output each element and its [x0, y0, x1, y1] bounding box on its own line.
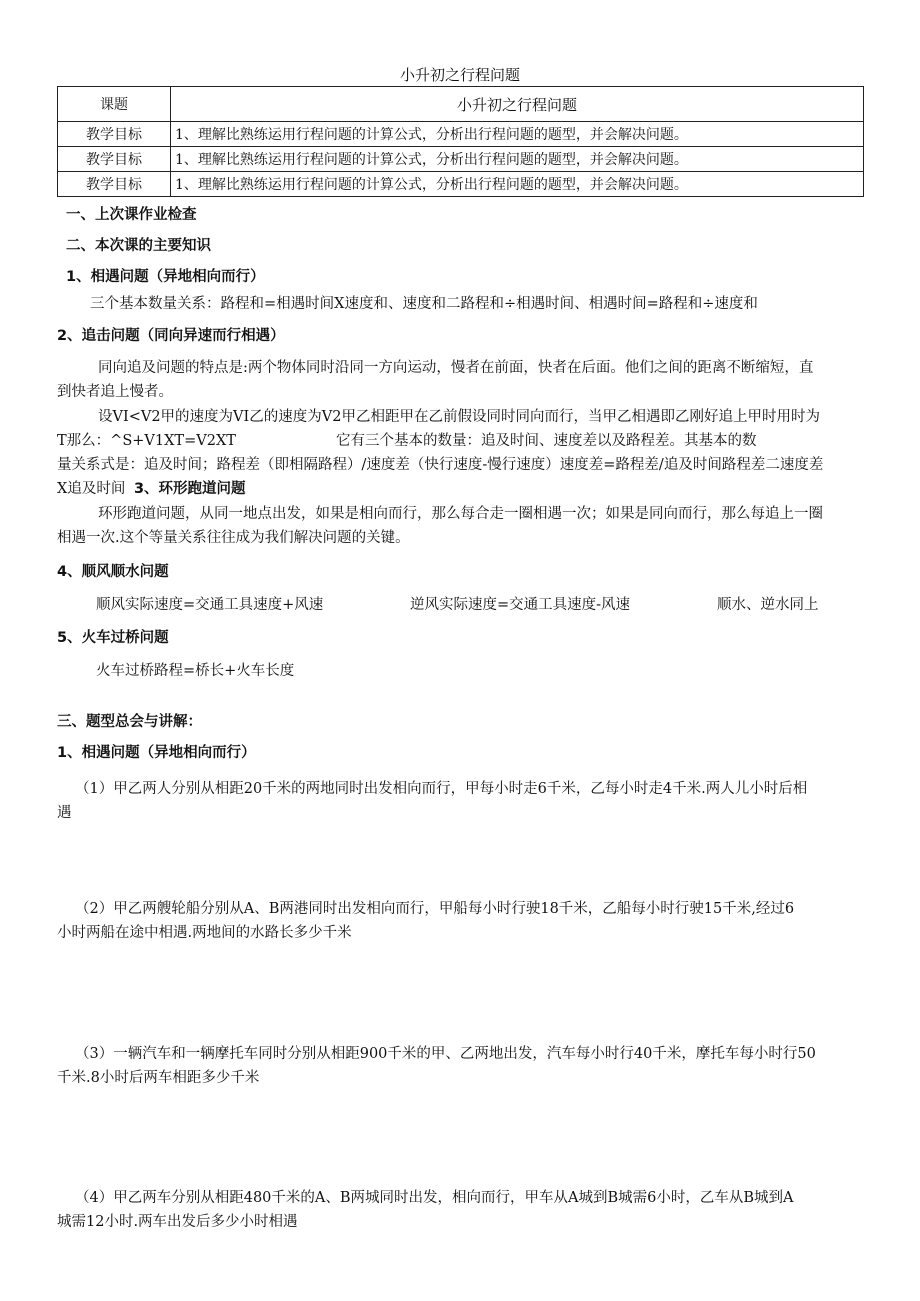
section-heading: 三、题型总会与讲解： — [57, 714, 202, 730]
table-cell-value: 1、理解比熟练运用行程问题的计算公式，分析出行程问题的题型，并会解决问题。 — [171, 172, 864, 197]
subsection-heading: 1、相遇问题（异地相向而行） — [57, 745, 256, 761]
table-cell-label: 课题 — [58, 87, 171, 122]
question-line: 千米.8小时后两车相距多少千米 — [57, 1070, 260, 1086]
table-cell-value: 小升初之行程问题 — [171, 87, 864, 122]
formula-text: 顺风实际速度=交通工具速度+风速 — [96, 597, 324, 613]
paragraph-line: 它有三个基本的数量：追及时间、速度差以及路程差。其基本的数 — [336, 433, 757, 449]
table-cell-label: 教学目标 — [58, 172, 171, 197]
formula-text: 顺水、逆水同上 — [717, 597, 819, 613]
paragraph-line: 到快者追上慢者。 — [57, 384, 173, 400]
formula-text: 火车过桥路程=桥长+火车长度 — [96, 663, 295, 679]
paragraph: 三个基本数量关系：路程和=相遇时间X速度和、速度和二路程和÷相遇时间、相遇时间=路程和÷速度和 — [90, 296, 758, 312]
table-row — [58, 172, 864, 197]
subsection-heading: 5、火车过桥问题 — [57, 630, 169, 646]
question-line: （4）甲乙两车分别从相距480千米的A、B两城同时出发，相向而行，甲车从A城到B城需6小时，乙车从B城到A — [75, 1190, 794, 1206]
paragraph-line: 量关系式是：追及时间；路程差（即相隔路程）/速度差（快行速度-慢行速度）速度差=路程差/追及时间路程差二速度差 — [57, 457, 824, 473]
table-cell-label: 教学目标 — [58, 122, 171, 147]
table-row — [58, 147, 864, 172]
paragraph-line: 设VI<V2甲的速度为VI乙的速度为V2甲乙相距甲在乙前假设同时同向而行，当甲乙相遇即乙刚好追上甲时用时为 — [98, 409, 820, 425]
subsection-heading: 3、环形跑道问题 — [133, 481, 246, 497]
table-cell-label: 教学目标 — [58, 147, 171, 172]
table-cell-value: 1、理解比熟练运用行程问题的计算公式，分析出行程问题的题型，并会解决问题。 — [171, 147, 864, 172]
table-row — [58, 87, 864, 122]
subsection-heading: 2、追击问题（同向异速而行相遇） — [57, 328, 285, 344]
subsection-heading: 4、顺风顺水问题 — [57, 564, 169, 580]
section-heading: 二、本次课的主要知识 — [66, 238, 211, 254]
question-line: 小时两船在途中相遇.两地间的水路长多少千米 — [57, 925, 352, 941]
subsection-heading: 1、相遇问题（异地相向而行） — [66, 269, 265, 285]
paragraph-line — [57, 477, 246, 501]
section-heading: 一、上次课作业检查 — [66, 207, 197, 223]
table-cell-value: 1、理解比熟练运用行程问题的计算公式，分析出行程问题的题型，并会解决问题。 — [171, 122, 864, 147]
question-line: （3）一辆汽车和一辆摩托车同时分别从相距900千米的甲、乙两地出发，汽车每小时行40千米，摩托车每小时行50 — [75, 1046, 816, 1062]
paragraph-line: T那么：^S+V1XT=V2XT — [57, 433, 236, 449]
question-line: （1）甲乙两人分别从相距20千米的两地同时出发相向而行，甲每小时走6千米，乙每小时走4千米.两人儿小时后相 — [75, 781, 808, 797]
table-row — [58, 122, 864, 147]
paragraph-line: 相遇一次.这个等量关系往往成为我们解决问题的关键。 — [57, 530, 410, 546]
info-table — [57, 86, 864, 197]
paragraph-line: 环形跑道问题，从同一地点出发，如果是相向而行，那么每合走一圈相遇一次；如果是同向而行，那么每追上一圈 — [98, 506, 823, 522]
paragraph-line: 同向追及问题的特点是:两个物体同时沿同一方向运动，慢者在前面，快者在后面。他们之间的距离不断缩短，直 — [98, 360, 814, 376]
question-line: （2）甲乙两艘轮船分别从A、B两港同时出发相向而行，甲船每小时行驶18千米，乙船每小时行驶15千米,经过6 — [75, 901, 795, 917]
document-title: 小升初之行程问题 — [399, 66, 520, 84]
question-line: 城需12小时.两车出发后多少小时相遇 — [57, 1214, 298, 1230]
paragraph-text: X追及时间 — [57, 481, 126, 497]
formula-text: 逆风实际速度=交通工具速度-风速 — [410, 597, 631, 613]
question-line: 遇 — [57, 805, 72, 821]
